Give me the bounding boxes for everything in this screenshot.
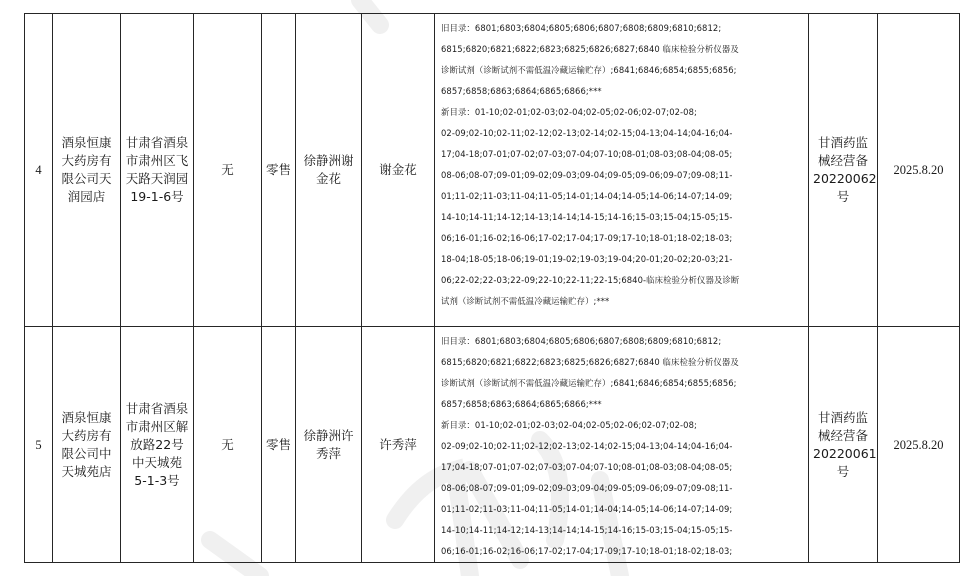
scope-line: 06;16-01;16-02;16-06;17-02;17-04;17-09;17-10;18-01;18-02;18-03; [441, 546, 733, 556]
scope-line: 6857;6858;6863;6864;6865;6866;*** [441, 86, 602, 96]
table-row [25, 14, 960, 327]
table-row [25, 327, 960, 563]
business-scope [435, 327, 809, 563]
record-number: 甘酒药监械经营备20220062号 [809, 14, 878, 327]
scope-line: 6815;6820;6821;6822;6823;6825;6826;6827;6840 临床检验分析仪器及 [441, 44, 739, 54]
scope-line: 新目录：01-10;02-01;02-03;02-04;02-05;02-06;02-07;02-08; [441, 420, 697, 430]
record-date: 2025.8.20 [878, 14, 960, 327]
record-date: 2025.8.20 [878, 327, 960, 563]
scope-line: 17;04-18;07-01;07-02;07-03;07-04;07-10;08-01;08-03;08-04;08-05; [441, 462, 733, 472]
scope-line: 试剂（诊断试剂不需低温冷藏运输贮存）;*** [441, 296, 610, 306]
address: 甘肃省酒泉市肃州区解放路22号中天城苑 5-1-3号 [121, 327, 194, 563]
scope-line: 02-09;02-10;02-11;02-12;02-13;02-14;02-15;04-13;04-14;04-16;04- [441, 128, 733, 138]
warehouse: 无 [194, 327, 262, 563]
scope-line: 6857;6858;6863;6864;6865;6866;*** [441, 399, 602, 409]
scope-line: 旧目录：6801;6803;6804;6805;6806;6807;6808;6809;6810;6812; [441, 336, 722, 346]
scope-line: 诊断试剂（诊断试剂不需低温冷藏运输贮存）;6841;6846;6854;6855;6856; [441, 378, 737, 388]
scope-line: 06;16-01;16-02;16-06;17-02;17-04;17-09;17-10;18-01;18-02;18-03; [441, 233, 733, 243]
row-index: 4 [25, 14, 53, 327]
business-manager: 许秀萍 [362, 327, 435, 563]
scope-line: 旧目录：6801;6803;6804;6805;6806;6807;6808;6809;6810;6812; [441, 23, 722, 33]
scope-line: 06;22-02;22-03;22-09;22-10;22-11;22-15;6840-临床检验分析仪器及诊断 [441, 275, 740, 285]
warehouse: 无 [194, 14, 262, 327]
business-manager: 谢金花 [362, 14, 435, 327]
scope-line: 01;11-02;11-03;11-04;11-05;14-01;14-04;14-05;14-06;14-07;14-09; [441, 504, 733, 514]
scope-line: 18-04;18-05;18-06;19-01;19-02;19-03;19-04;20-01;20-02;20-03;21- [441, 254, 733, 264]
scope-line: 17;04-18;07-01;07-02;07-03;07-04;07-10;08-01;08-03;08-04;08-05; [441, 149, 733, 159]
scope-line: 新目录：01-10;02-01;02-03;02-04;02-05;02-06;02-07;02-08; [441, 107, 697, 117]
scope-line: 6815;6820;6821;6822;6823;6825;6826;6827;6840 临床检验分析仪器及 [441, 357, 739, 367]
business-scope [435, 14, 809, 327]
scope-line: 08-06;08-07;09-01;09-02;09-03;09-04;09-05;09-06;09-07;09-08;11- [441, 483, 733, 493]
scope-line: 14-10;14-11;14-12;14-13;14-14;14-15;14-16;15-03;15-04;15-05;15- [441, 212, 733, 222]
record-number: 甘酒药监械经营备20220061号 [809, 327, 878, 563]
operation-mode: 零售 [262, 327, 296, 563]
legal-representative: 徐静洲许秀萍 [296, 327, 362, 563]
scope-line: 02-09;02-10;02-11;02-12;02-13;02-14;02-15;04-13;04-14;04-16;04- [441, 441, 733, 451]
scope-line: 01;11-02;11-03;11-04;11-05;14-01;14-04;14-05;14-06;14-07;14-09; [441, 191, 733, 201]
company-name: 酒泉恒康大药房有限公司天润园店 [53, 14, 121, 327]
registry-table [24, 13, 960, 563]
scope-line: 14-10;14-11;14-12;14-13;14-14;14-15;14-16;15-03;15-04;15-05;15- [441, 525, 733, 535]
scope-line: 诊断试剂（诊断试剂不需低温冷藏运输贮存）;6841;6846;6854;6855;6856; [441, 65, 737, 75]
legal-representative: 徐静洲谢金花 [296, 14, 362, 327]
scope-line: 08-06;08-07;09-01;09-02;09-03;09-04;09-05;09-06;09-07;09-08;11- [441, 170, 733, 180]
operation-mode: 零售 [262, 14, 296, 327]
company-name: 酒泉恒康大药房有限公司中天城苑店 [53, 327, 121, 563]
address: 甘肃省酒泉市肃州区飞天路天润园19-1-6号 [121, 14, 194, 327]
row-index: 5 [25, 327, 53, 563]
